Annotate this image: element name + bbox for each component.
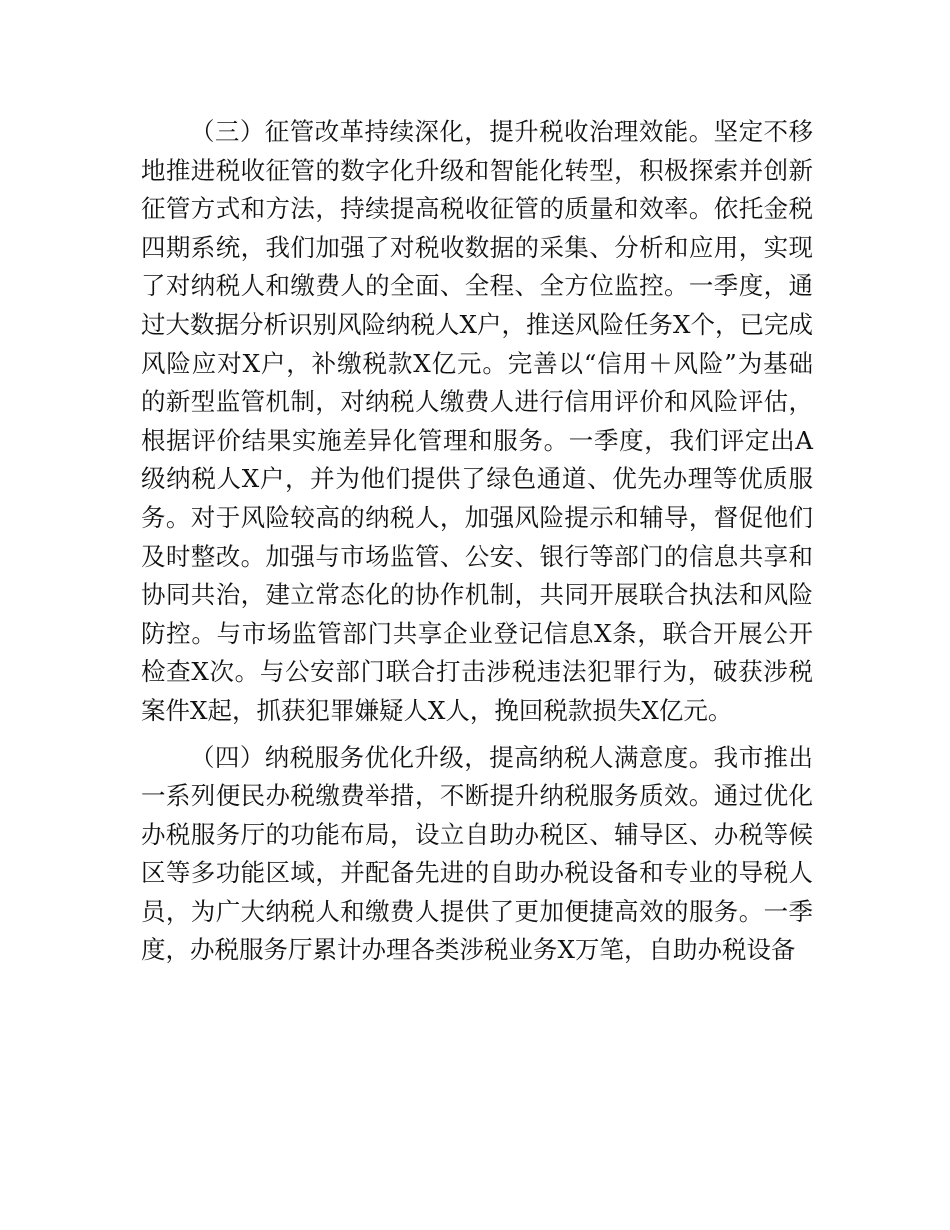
document-body	[141, 113, 813, 970]
paragraph-tax-administration-reform: （三）征管改革持续深化，提升税收治理效能。坚定不移地推进税收征管的数字化升级和智能化转型，积极探索并创新征管方式和方法，持续提高税收征管的质量和效率。依托金税四期系统，我们加强了对税收数据的采集、分析和应用，实现了对纳税人和缴费人的全面、全程、全方位监控。一季度，通过大数据分析识别风险纳税人X户，推送风险任务X个，已完成风险应对X户，补缴税款X亿元。完善以“信用＋风险”为基础的新型监管机制，对纳税人缴费人进行信用评价和风险评估，根据评价结果实施差异化管理和服务。一季度，我们评定出A级纳税人X户，并为他们提供了绿色通道、优先办理等优质服务。对于风险较高的纳税人，加强风险提示和辅导，督促他们及时整改。加强与市场监管、公安、银行等部门的信息共享和协同共治，建立常态化的协作机制，共同开展联合执法和风险防控。与市场监管部门共享企业登记信息X条，联合开展公开检查X次。与公安部门联合打击涉税违法犯罪行为，破获涉税案件X起，抓获犯罪嫌疑人X人，挽回税款损失X亿元。	[141, 117, 813, 725]
paragraph-taxpayer-service: （四）纳税服务优化升级，提高纳税人满意度。我市推出一系列便民办税缴费举措，不断提升纳税服务质效。通过优化办税服务厅的功能布局，设立自助办税区、辅导区、办税等候区等多功能区域，并配备先进的自助办税设备和专业的导税人员，为广大纳税人和缴费人提供了更加便捷高效的服务。一季度，办税服务厅累计办理各类涉税业务X万笔，自助办税设备	[141, 742, 813, 965]
